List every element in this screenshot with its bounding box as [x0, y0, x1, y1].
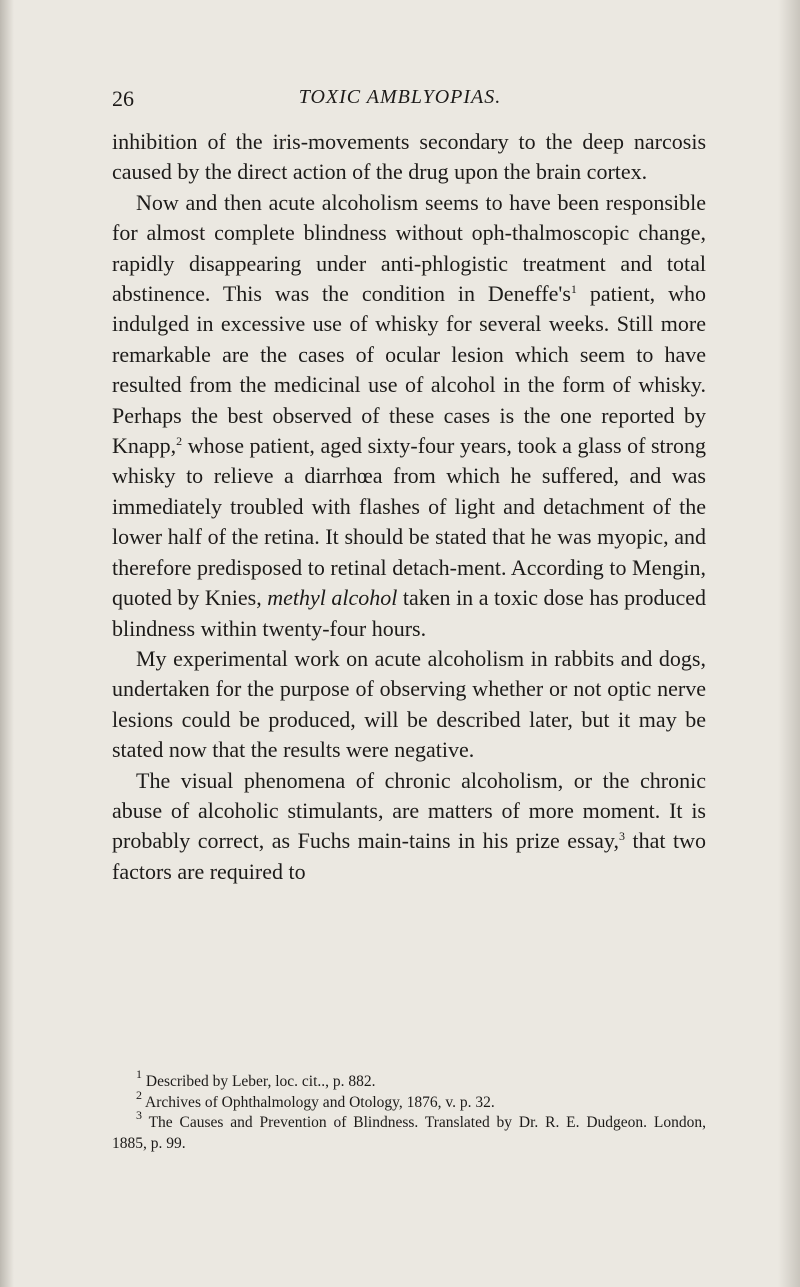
footnote-marker: 2 — [176, 434, 183, 449]
running-title: TOXIC AMBLYOPIAS. — [298, 86, 502, 108]
paragraph — [112, 766, 706, 888]
body-text — [112, 127, 706, 887]
footnote — [112, 1087, 706, 1114]
text-run: My experimental work on acute alcoholism in rabbits and dogs, undertaken for the purpose of observing whether or not optic nerve lesions could be produced, will be described later, but it may be stated now that the results were negative. — [112, 645, 706, 763]
page-edge-shadow — [778, 0, 800, 1287]
text-run: patient, who indulged in excessive use of whisky for several weeks. Still more remarkable are the cases of ocular lesion which seem to have resulted from the medicinal use of alcohol in the form of whisky. Perhaps the best observed of these cases is the one reported by Knapp, — [112, 281, 706, 459]
footnote — [112, 1067, 706, 1093]
footnote-number: 1 — [136, 1067, 142, 1081]
footnote — [112, 1108, 706, 1154]
page-header — [0, 86, 800, 116]
footnote-text: The Causes and Prevention of Blindness. Translated by Dr. R. E. Dudgeon. London, 1885, p. 99. — [112, 1114, 706, 1152]
paragraph — [112, 644, 706, 766]
paragraph — [112, 127, 706, 188]
footnote-marker: 1 — [570, 282, 577, 297]
page-number: 26 — [112, 86, 134, 111]
text-run: The visual phenomena of chronic alcoholism, or the chronic abuse of alcoholic stimulants, are matters of more moment. It is probably correct, as Fuchs main-tains in his prize essay, — [112, 767, 706, 854]
footnote-marker: 3 — [619, 829, 625, 844]
text-run: that two factors are required to — [112, 828, 706, 884]
footnotes — [112, 1067, 706, 1154]
text-run: whose patient, aged sixty-four years, took a glass of strong whisky to relieve a diarrhœa from which he suffered, and was immediately troubled with flashes of light and detachment of the lower half of the retina. It should be stated that he was myopic, and therefore predisposed to retinal detach-ment. According to Mengin, quoted by Knies, — [112, 433, 706, 611]
footnote-number: 2 — [136, 1087, 142, 1102]
paragraph — [112, 188, 706, 644]
italic-text: methyl alcohol — [267, 585, 398, 611]
text-run: Now and then acute alcoholism seems to have been responsible for almost complete blindness without oph-thalmoscopic change, rapidly disappearing under anti-phlogistic treatment and total abstinence. This was the condition in Deneffe's — [112, 189, 706, 307]
text-run: inhibition of the iris-movements secondary to the deep narcosis caused by the direct action of the drug upon the brain cortex. — [112, 129, 706, 185]
footnote-text: Archives of Ophthalmology and Otology, 1876, v. p. 32. — [142, 1093, 495, 1111]
text-run: taken in a toxic dose has produced blindness within twenty-four hours. — [112, 585, 707, 641]
page-gutter-shadow — [0, 0, 14, 1287]
footnote-text: Described by Leber, loc. cit.., p. 882. — [142, 1073, 376, 1090]
footnote-number: 3 — [136, 1108, 142, 1122]
